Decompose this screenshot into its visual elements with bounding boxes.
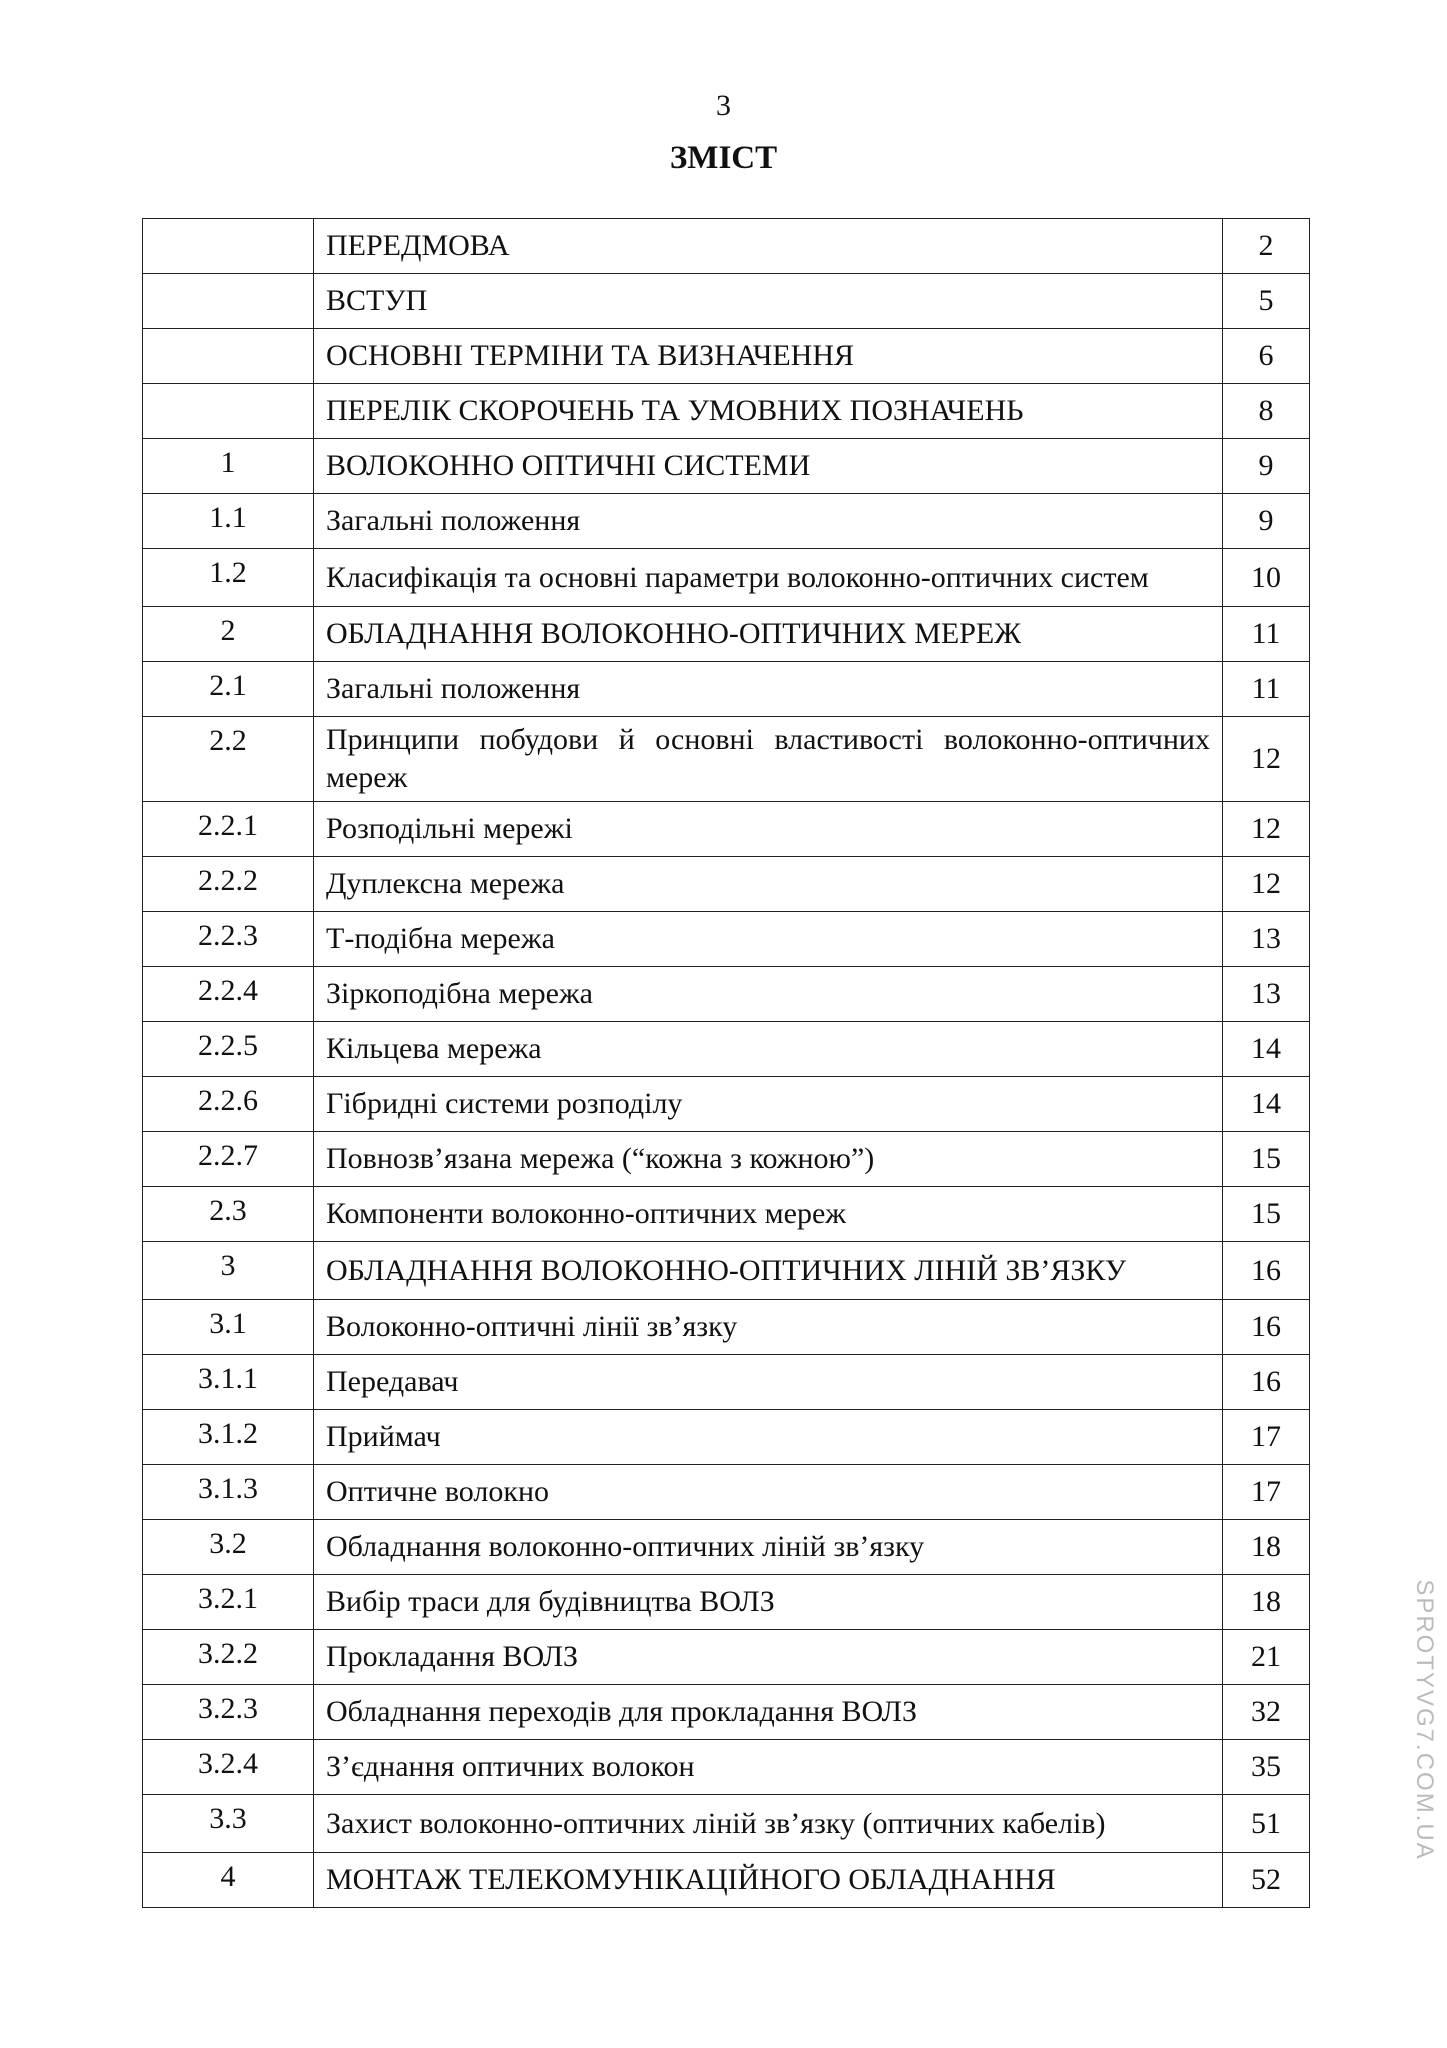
- toc-table: [142, 218, 1310, 1908]
- toc-section-title: ПЕРЕЛІК СКОРОЧЕНЬ ТА УМОВНИХ ПОЗНАЧЕНЬ: [314, 384, 1223, 439]
- toc-row: [143, 1630, 1310, 1685]
- toc-section-title: Прокладання ВОЛЗ: [314, 1630, 1223, 1685]
- toc-page-number: 15: [1223, 1132, 1310, 1187]
- toc-section-number: [143, 329, 314, 384]
- toc-section-number: 3.3: [143, 1795, 314, 1853]
- toc-row: [143, 384, 1310, 439]
- toc-section-number: 2.2.5: [143, 1022, 314, 1077]
- toc-section-title: Загальні положення: [314, 494, 1223, 549]
- toc-row: [143, 1685, 1310, 1740]
- toc-section-number: 2.1: [143, 662, 314, 717]
- toc-body: [143, 219, 1310, 1908]
- toc-row: [143, 1853, 1310, 1908]
- toc-section-title: ПЕРЕДМОВА: [314, 219, 1223, 274]
- toc-row: [143, 1355, 1310, 1410]
- toc-row: [143, 1187, 1310, 1242]
- toc-row: [143, 439, 1310, 494]
- toc-section-number: 2.2: [143, 717, 314, 802]
- toc-row: [143, 912, 1310, 967]
- toc-section-number: 1: [143, 439, 314, 494]
- toc-page-number: 51: [1223, 1795, 1310, 1853]
- toc-row: [143, 607, 1310, 662]
- toc-section-title: Передавач: [314, 1355, 1223, 1410]
- toc-row: [143, 1575, 1310, 1630]
- toc-page-number: 17: [1223, 1465, 1310, 1520]
- toc-page-number: 13: [1223, 967, 1310, 1022]
- toc-page-number: 35: [1223, 1740, 1310, 1795]
- toc-section-number: 3.1: [143, 1300, 314, 1355]
- toc-page-number: 18: [1223, 1520, 1310, 1575]
- toc-page-number: 12: [1223, 802, 1310, 857]
- toc-section-number: [143, 384, 314, 439]
- toc-section-number: 2.2.6: [143, 1077, 314, 1132]
- toc-section-title: Т-подібна мережа: [314, 912, 1223, 967]
- toc-section-number: 3: [143, 1242, 314, 1300]
- toc-section-number: 3.1.1: [143, 1355, 314, 1410]
- toc-page-number: 12: [1223, 717, 1310, 802]
- toc-section-title: Загальні положення: [314, 662, 1223, 717]
- toc-section-title: ВСТУП: [314, 274, 1223, 329]
- toc-section-title: Дуплексна мережа: [314, 857, 1223, 912]
- toc-row: [143, 274, 1310, 329]
- toc-section-title: З’єднання оптичних волокон: [314, 1740, 1223, 1795]
- toc-row: [143, 802, 1310, 857]
- toc-section-title: МОНТАЖ ТЕЛЕКОМУНІКАЦІЙНОГО ОБЛАДНАННЯ: [314, 1853, 1223, 1908]
- toc-section-title: Гібридні системи розподілу: [314, 1077, 1223, 1132]
- toc-section-title: Обладнання волоконно-оптичних ліній зв’язку: [314, 1520, 1223, 1575]
- toc-page-number: 9: [1223, 494, 1310, 549]
- toc-section-number: 3.2.1: [143, 1575, 314, 1630]
- toc-section-title: Оптичне волокно: [314, 1465, 1223, 1520]
- toc-section-number: 1.1: [143, 494, 314, 549]
- toc-section-title: Зіркоподібна мережа: [314, 967, 1223, 1022]
- toc-section-number: 1.2: [143, 549, 314, 607]
- toc-section-number: 3.2.3: [143, 1685, 314, 1740]
- toc-section-number: 3.2.2: [143, 1630, 314, 1685]
- toc-section-number: [143, 274, 314, 329]
- toc-page-number: 15: [1223, 1187, 1310, 1242]
- toc-section-title: Класифікація та основні параметри волоконно-оптичних систем: [314, 549, 1223, 607]
- toc-section-title: Кільцева мережа: [314, 1022, 1223, 1077]
- toc-row: [143, 717, 1310, 802]
- toc-section-title: Обладнання переходів для прокладання ВОЛЗ: [314, 1685, 1223, 1740]
- toc-page-number: 2: [1223, 219, 1310, 274]
- toc-section-number: 3.1.2: [143, 1410, 314, 1465]
- toc-section-number: 2.2.3: [143, 912, 314, 967]
- toc-section-title: ОБЛАДНАННЯ ВОЛОКОННО-ОПТИЧНИХ ЛІНІЙ ЗВ’ЯЗКУ: [314, 1242, 1223, 1300]
- toc-section-title: Захист волоконно-оптичних ліній зв’язку (оптичних кабелів): [314, 1795, 1223, 1853]
- toc-page-number: 14: [1223, 1077, 1310, 1132]
- toc-row: [143, 1077, 1310, 1132]
- toc-page-number: 21: [1223, 1630, 1310, 1685]
- toc-page-number: 6: [1223, 329, 1310, 384]
- toc-section-number: [143, 219, 314, 274]
- toc-page-number: 10: [1223, 549, 1310, 607]
- toc-row: [143, 329, 1310, 384]
- toc-page-number: 16: [1223, 1300, 1310, 1355]
- toc-page-number: 8: [1223, 384, 1310, 439]
- toc-section-number: 2.2.4: [143, 967, 314, 1022]
- toc-section-title: Волоконно-оптичні лінії зв’язку: [314, 1300, 1223, 1355]
- toc-section-number: 2.3: [143, 1187, 314, 1242]
- toc-section-title: Приймач: [314, 1410, 1223, 1465]
- toc-row: [143, 1410, 1310, 1465]
- toc-section-title: ОБЛАДНАННЯ ВОЛОКОННО-ОПТИЧНИХ МЕРЕЖ: [314, 607, 1223, 662]
- toc-row: [143, 1520, 1310, 1575]
- toc-page-number: 16: [1223, 1355, 1310, 1410]
- toc-row: [143, 549, 1310, 607]
- toc-page-number: 5: [1223, 274, 1310, 329]
- toc-row: [143, 1242, 1310, 1300]
- toc-page-number: 18: [1223, 1575, 1310, 1630]
- toc-section-title: ОСНОВНІ ТЕРМІНИ ТА ВИЗНАЧЕННЯ: [314, 329, 1223, 384]
- page-number: 3: [716, 89, 731, 122]
- toc-page-number: 32: [1223, 1685, 1310, 1740]
- toc-row: [143, 1300, 1310, 1355]
- toc-row: [143, 219, 1310, 274]
- toc-page-number: 12: [1223, 857, 1310, 912]
- toc-section-title: Розподільні мережі: [314, 802, 1223, 857]
- toc-title: ЗМІСТ: [669, 140, 778, 176]
- toc-row: [143, 1740, 1310, 1795]
- watermark-text: SPROTYVG7.COM.UA: [1411, 1579, 1438, 1861]
- toc-row: [143, 1465, 1310, 1520]
- toc-row: [143, 494, 1310, 549]
- toc-page-number: 13: [1223, 912, 1310, 967]
- toc-section-number: 3.2.4: [143, 1740, 314, 1795]
- toc-section-number: 2: [143, 607, 314, 662]
- toc-section-number: 2.2.7: [143, 1132, 314, 1187]
- toc-page-number: 17: [1223, 1410, 1310, 1465]
- toc-page-number: 11: [1223, 607, 1310, 662]
- toc-row: [143, 857, 1310, 912]
- toc-page-number: 52: [1223, 1853, 1310, 1908]
- toc-section-number: 3.2: [143, 1520, 314, 1575]
- toc-section-title: Принципи побудови й основні властивості волоконно-оптичних мереж: [314, 717, 1223, 802]
- toc-section-number: 3.1.3: [143, 1465, 314, 1520]
- toc-section-number: 2.2.2: [143, 857, 314, 912]
- toc-section-title: Компоненти волоконно-оптичних мереж: [314, 1187, 1223, 1242]
- toc-row: [143, 1795, 1310, 1853]
- toc-page-number: 14: [1223, 1022, 1310, 1077]
- toc-section-title: ВОЛОКОННО ОПТИЧНІ СИСТЕМИ: [314, 439, 1223, 494]
- toc-page-number: 11: [1223, 662, 1310, 717]
- toc-section-title: Вибір траси для будівництва ВОЛЗ: [314, 1575, 1223, 1630]
- toc-section-title: Повнозв’язана мережа (“кожна з кожною”): [314, 1132, 1223, 1187]
- toc-row: [143, 1132, 1310, 1187]
- toc-section-number: 4: [143, 1853, 314, 1908]
- toc-page-number: 16: [1223, 1242, 1310, 1300]
- toc-page-number: 9: [1223, 439, 1310, 494]
- toc-row: [143, 662, 1310, 717]
- toc-row: [143, 967, 1310, 1022]
- toc-row: [143, 1022, 1310, 1077]
- toc-section-number: 2.2.1: [143, 802, 314, 857]
